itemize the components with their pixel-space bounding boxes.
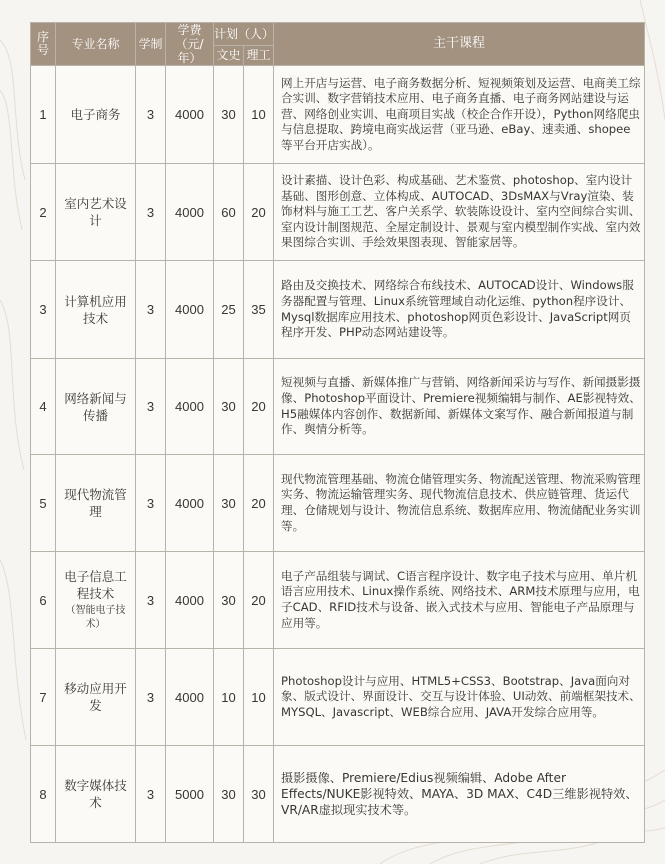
plan-science: 20 [244,455,274,552]
row-years: 3 [136,164,166,261]
row-years: 3 [136,746,166,843]
plan-arts: 30 [214,359,244,455]
major-name-text: 电子信息工程技术 [64,569,127,601]
header-index: 序号 [31,23,56,66]
table-row [31,359,645,455]
row-fee: 5000 [166,746,214,843]
plan-science: 30 [244,746,274,843]
main-courses: 短视频与直播、新媒体推广与营销、网络新闻采访与写作、新闻摄影摄像、Photoshop平面设计、Premiere视频编辑与制作、AE影视特效、H5融媒体内容创作、数据新闻、新媒体文案写作、融合新闻报道与制作、舆情分析等。 [274,359,645,455]
row-fee: 4000 [166,649,214,746]
row-fee: 4000 [166,66,214,164]
major-name: 移动应用开发 [56,649,136,746]
row-index: 7 [31,649,56,746]
major-name-note: （智能电子技术） [65,605,126,630]
major-name: 计算机应用技术 [56,261,136,359]
plan-arts: 30 [214,455,244,552]
plan-arts: 60 [214,164,244,261]
row-index: 1 [31,66,56,164]
table-row [31,649,645,746]
plan-science: 10 [244,649,274,746]
main-courses: 摄影摄像、Premiere/Edius视频编辑、Adobe After Effects/NUKE影视特效、MAYA、3D MAX、C4D三维影视特效、VR/AR虚拟现实技术等。 [274,746,645,843]
plan-arts: 25 [214,261,244,359]
main-courses: 电子产品组装与调试、C语言程序设计、数字电子技术与应用、单片机语言应用技术、Linux操作系统、网络技术、ARM技术原理与应用，电子CAD、RFID技术与设备、嵌入式技术与应用、智能电子产品原理与应用等。 [274,552,645,649]
plan-science: 35 [244,261,274,359]
row-index: 3 [31,261,56,359]
row-index: 8 [31,746,56,843]
course-table-wrapper [30,22,644,843]
row-years: 3 [136,552,166,649]
header-fee: 学费（元/年） [166,23,214,66]
plan-arts: 30 [214,552,244,649]
row-fee: 4000 [166,455,214,552]
row-years: 3 [136,455,166,552]
plan-science: 10 [244,66,274,164]
plan-arts: 30 [214,66,244,164]
table-row [31,261,645,359]
header-years: 学制 [136,23,166,66]
row-fee: 4000 [166,552,214,649]
major-name: 数字媒体技术 [56,746,136,843]
major-course-table [30,22,645,843]
main-courses: Photoshop设计与应用、HTML5+CSS3、Bootstrap、Java面向对象、版式设计、界面设计、交互与设计体验、UI动效、前端框架技术、MYSQL、Javascript、WEB综合应用、JAVA开发综合应用等。 [274,649,645,746]
row-fee: 4000 [166,261,214,359]
main-courses: 设计素描、设计色彩、构成基础、艺术鉴赏、photoshop、室内设计基础、图形创意、立体构成、AUTOCAD、3DsMAX与Vray渲染、装饰材料与施工工艺、客户关系学、软装陈设设计、室内空间综合实训、室内设计制图规范、全屋定制设计、景观与室内模型制作实战、室内效果图综合实训、手绘效果图表现、智能家居等。 [274,164,645,261]
row-years: 3 [136,261,166,359]
plan-science: 20 [244,552,274,649]
row-years: 3 [136,359,166,455]
plan-science: 20 [244,359,274,455]
major-name: 电子商务 [56,66,136,164]
major-name [56,552,136,649]
row-index: 6 [31,552,56,649]
table-row [31,164,645,261]
row-fee: 4000 [166,359,214,455]
main-courses: 网上开店与运营、电子商务数据分析、短视频策划及运营、电商美工综合实训、数字营销技术应用、电子商务直播、电子商务网站建设与运营、网络创业实训、电商项目实战（校企合作开设），Python网络爬虫与信息提取、跨境电商实战运营（亚马逊、eBay、速卖通、shopee等平台开店实战）。 [274,66,645,164]
header-major: 专业名称 [56,23,136,66]
header-row [31,23,645,46]
row-years: 3 [136,649,166,746]
header-plan: 计划（人） [214,23,274,46]
plan-arts: 10 [214,649,244,746]
plan-arts: 30 [214,746,244,843]
table-row [31,746,645,843]
table-row [31,455,645,552]
main-courses: 现代物流管理基础、物流仓储管理实务、物流配送管理、物流采购管理实务、物流运输管理实务、现代物流信息技术、供应链管理、货运代理、仓储规划与设计、物流信息系统、数据库应用、物流储配业务实训等。 [274,455,645,552]
major-name: 现代物流管理 [56,455,136,552]
table-row [31,66,645,164]
row-index: 5 [31,455,56,552]
main-courses: 路由及交换技术、网络综合布线技术、AUTOCAD设计、Windows服务器配置与管理、Linux系统管理域自动化运维、python程序设计、Mysql数据库应用技术、photoshop网页色彩设计、JavaScript网页程序开发、PHP动态网站建设等。 [274,261,645,359]
header-plan-arts: 文史 [214,45,244,65]
row-index: 4 [31,359,56,455]
table-row [31,552,645,649]
plan-science: 20 [244,164,274,261]
row-years: 3 [136,66,166,164]
row-index: 2 [31,164,56,261]
row-fee: 4000 [166,164,214,261]
major-name: 室内艺术设计 [56,164,136,261]
major-name: 网络新闻与传播 [56,359,136,455]
header-plan-science: 理工 [244,45,274,65]
header-courses: 主干课程 [274,23,645,66]
